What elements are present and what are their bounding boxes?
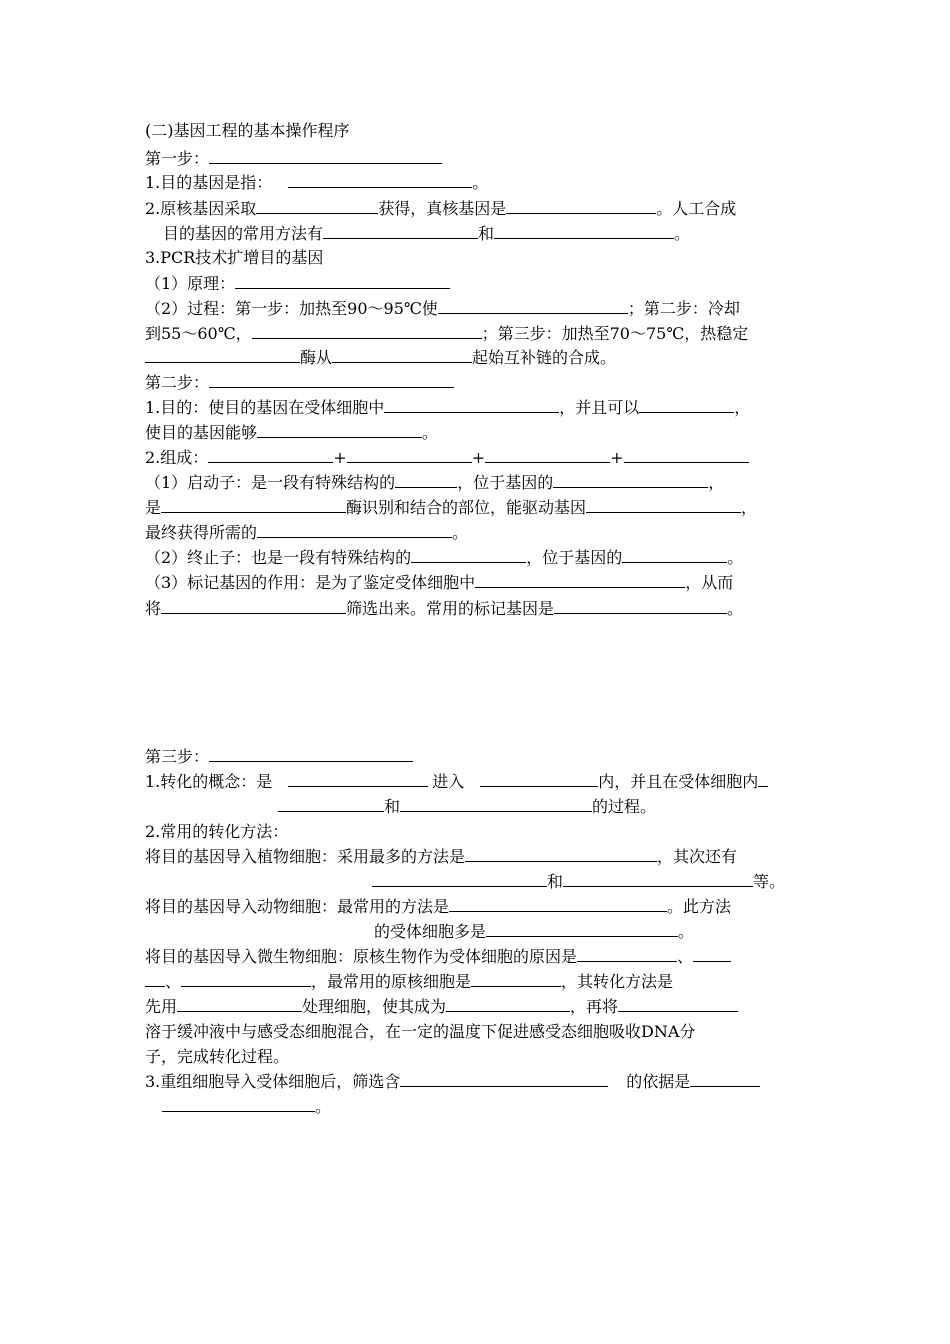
blank — [332, 346, 472, 363]
blank — [486, 920, 678, 937]
blank — [288, 770, 428, 787]
step1-heading: 第一步： — [145, 147, 442, 171]
blank — [145, 970, 165, 987]
section-title: (二)基因工程的基本操作程序 — [145, 121, 350, 140]
blank — [278, 795, 384, 812]
step2-line3: 2.组成： + + + — [145, 446, 749, 470]
blank — [554, 597, 727, 614]
step1-line7: 到55～60℃， ；第三步：加热至70～75℃，热稳定 — [145, 324, 749, 343]
step3-line14: 。 — [162, 1095, 331, 1119]
blank — [400, 795, 592, 812]
blank — [257, 521, 452, 538]
step3-heading: 第三步： — [145, 745, 413, 769]
blank — [256, 197, 378, 214]
blank — [400, 1070, 608, 1087]
blank — [465, 845, 657, 862]
blank — [411, 546, 526, 563]
blank — [563, 870, 753, 887]
blank — [480, 770, 598, 787]
step3-line4: 将目的基因导入植物细胞：采用最多的方法是 ，其次还有 — [145, 847, 738, 866]
blank — [618, 995, 738, 1012]
blank — [161, 597, 346, 614]
blank — [252, 322, 482, 339]
blank — [347, 446, 472, 463]
blank — [145, 346, 300, 363]
blank — [494, 222, 674, 239]
blank — [384, 396, 559, 413]
blank — [506, 197, 656, 214]
step2-line2: 使目的基因能够 。 — [145, 423, 439, 442]
step1-line6: （2）过程：第一步：加热至90～95℃使 ；第二步：冷却 — [145, 299, 740, 318]
step3-line6: 将目的基因导入动物细胞：最常用的方法是 。此方法 — [145, 897, 732, 916]
blank — [209, 147, 442, 164]
blank — [177, 995, 302, 1012]
blank — [209, 371, 454, 388]
step1-line2: 2.原核基因采取 获得，真核基因是 。人工合成 — [145, 199, 737, 218]
blank — [449, 895, 667, 912]
blank — [693, 945, 731, 962]
blank — [372, 870, 547, 887]
step3-line10: 先用 处理细胞，使其成为 ，再将 — [145, 995, 738, 1019]
step3-line13: 3.重组细胞导入受体细胞后，筛选含 的依据是 — [145, 1070, 760, 1094]
blank — [471, 970, 561, 987]
blank — [577, 945, 677, 962]
step2-line1: 1.目的：使目的基因在受体细胞中 ，并且可以 ， — [145, 398, 751, 417]
step1-line5: （1）原理： — [145, 272, 450, 296]
step2-line8: （3）标记基因的作用：是为了鉴定受体细胞中 ，从而 — [145, 573, 734, 592]
blank — [639, 396, 734, 413]
blank — [288, 171, 472, 188]
step2-line6: 最终获得所需的 。 — [145, 523, 469, 542]
blank — [622, 546, 727, 563]
blank — [395, 471, 457, 488]
blank — [446, 995, 570, 1012]
blank — [209, 745, 413, 762]
blank — [323, 222, 478, 239]
step3-line12: 子，完成转化过程。 — [145, 1047, 290, 1066]
blank — [758, 770, 768, 787]
step3-line3: 2.常用的转化方法： — [145, 822, 289, 841]
step3-line9: 、 ，最常用的原核细胞是 ，其转化方法是 — [145, 970, 673, 994]
blank — [181, 970, 311, 987]
step3-line8: 将目的基因导入微生物细胞：原核生物作为受体细胞的原因是 、 — [145, 945, 731, 969]
blank — [161, 496, 346, 513]
blank — [438, 297, 628, 314]
step1-line8: 酶从 起始互补链的合成。 — [145, 346, 616, 370]
step2-line7: （2）终止子：也是一段有特殊结构的 ，位于基因的 。 — [145, 548, 744, 567]
step2-line5: 是 酶识别和结合的部位，能驱动基因 ， — [145, 498, 758, 517]
step1-line4: 3.PCR技术扩增目的基因 — [145, 248, 324, 267]
blank — [162, 1095, 315, 1112]
step3-line11: 溶于缓冲液中与感受态细胞混合，在一定的温度下促进感受态细胞吸收DNA分 — [145, 1022, 696, 1041]
blank — [690, 1070, 760, 1087]
blank — [485, 446, 610, 463]
step1-line1: 1.目的基因是指： 。 — [145, 173, 489, 192]
step3-line2: 和 的过程。 — [278, 795, 656, 819]
blank — [257, 421, 422, 438]
step3-line5: 和 等。 — [372, 870, 785, 894]
blank — [235, 272, 450, 289]
step2-heading: 第二步： — [145, 371, 454, 395]
step2-line4: （1）启动子：是一段有特殊结构的 ，位于基因的 ， — [145, 473, 725, 492]
blank — [208, 446, 333, 463]
step2-line9: 将 筛选出来。常用的标记基因是 。 — [145, 599, 744, 618]
step3-line7: 的受体细胞多是 。 — [374, 922, 695, 941]
step1-line3: 目的基因的常用方法有 和 。 — [163, 224, 691, 243]
blank — [586, 496, 741, 513]
blank — [475, 571, 685, 588]
blank — [624, 446, 749, 463]
step3-line1: 1.转化的概念：是 进入 内，并且在受体细胞内 — [145, 770, 768, 794]
blank — [553, 471, 708, 488]
